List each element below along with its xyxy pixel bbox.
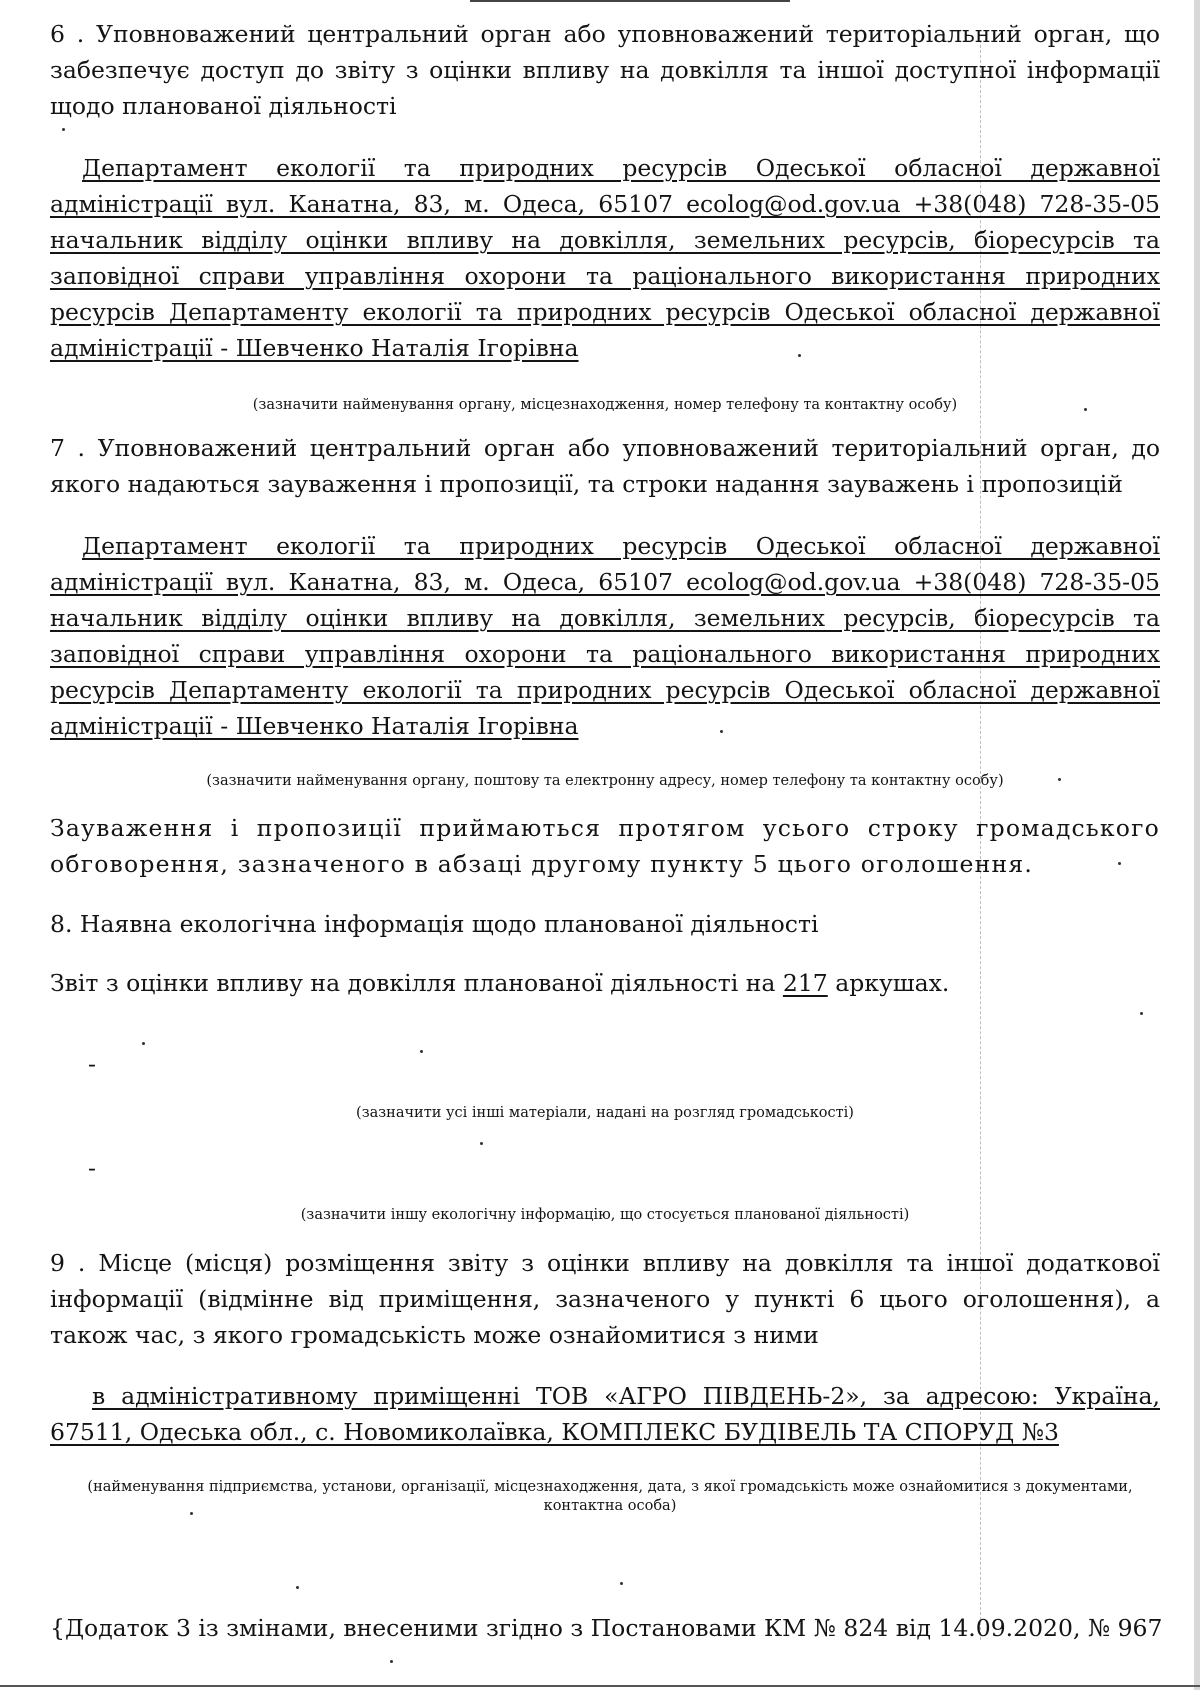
report-suffix: аркушах. [835,969,950,997]
scan-speck [480,1142,483,1145]
scan-speck [190,1512,193,1515]
section7-authority-details: Департамент екології та природних ресурсів Одеської обласної державної адміністрації вул. Канатна, 83, м. Одеса, 65107 ecolog@od.gov.ua +38(048) 728-35-05 начальник відділу оцінки впливу на довкілля, земельних ресурсів, біоресурсів та заповідної справи управління охорони та раціонального використання природних ресурсів Департаменту екології та природних ресурсів Одеської обласної державної адміністрації - Шевченко Наталія Ігорівна [50,532,1160,740]
scan-speck [620,1582,623,1585]
scan-speck [1058,778,1061,781]
scan-speck [1118,862,1121,865]
section8-other-info-dash: - [88,1154,96,1182]
scan-speck [420,1050,423,1053]
scan-edge-bottom [0,1685,1200,1687]
section7-remarks: Зауваження і пропозиції приймаються протягом усього строку громадського обговорення, зазначеного в абзаці другому пункту 5 цього оголошення. [50,814,1160,878]
report-prefix: Звіт з оцінки впливу на довкілля планованої діяльності на [50,969,776,997]
scan-speck [390,1660,393,1663]
report-sheet-count: 217 [782,969,828,997]
section8-other-materials-dash: - [88,1050,96,1078]
section9-caption: (найменування підприємства, установи, організації, місцезнаходження, дата, з якої громадськість може ознайомитися з документами, контактна особа) [87,1479,1133,1514]
section8-heading: 8. Наявна екологічна інформація щодо планованої діяльності [50,910,819,938]
section6-caption: (зазначити найменування органу, місцезнаходження, номер телефону та контактну особу) [252,397,958,413]
section7-heading: 7 . Уповноважений центральний орган або уповноважений територіальний орган, до якого надаються зауваження і пропозиції, та строки надання зауважень і пропозицій [50,434,1160,498]
section9-heading: 9 . Місце (місця) розміщення звіту з оцінки впливу на довкілля та іншої додаткової інформації (відмінне від приміщення, зазначеного у пункті 6 цього оголошення), а також час, з якого громадськість може ознайомитися з ними [50,1249,1160,1349]
scan-speck [720,730,723,733]
scan-speck [1084,408,1087,411]
footer-amendment-note: {Додаток 3 із змінами, внесеними згідно з Постановами КМ № 824 від 14.09.2020, № 967 [50,1614,1163,1642]
section6-authority-details: Департамент екології та природних ресурсів Одеської обласної державної адміністрації вул. Канатна, 83, м. Одеса, 65107 ecolog@od.gov.ua +38(048) 728-35-05 начальник відділу оцінки впливу на довкілля, земельних ресурсів, біоресурсів та заповідної справи управління охорони та раціонального використання природних ресурсів Департаменту екології та природних ресурсів Одеської обласної державної адміністрації - Шевченко Наталія Ігорівна [50,154,1160,362]
scan-speck [296,1586,299,1589]
section8-caption-info: (зазначити іншу екологічну інформацію, що стосується планованої діяльності) [300,1207,910,1223]
scan-speck [1140,1012,1143,1015]
section6-heading: 6 . Уповноважений центральний орган або уповноважений територіальний орган, що забезпечує доступ до звіту з оцінки впливу на довкілля та іншої доступної інформації щодо планованої діяльності [50,20,1160,120]
section9-location-details: в адміністративному приміщенні ТОВ «АГРО ПІВДЕНЬ-2», за адресою: Україна, 67511, Одеська обл., с. Новомиколаївка, КОМПЛЕКС БУДІВЕЛЬ ТА СПОРУД №3 [50,1382,1160,1446]
section8-report-line [50,965,1160,1001]
scan-edge-right [1194,0,1200,1690]
section7-caption: (зазначити найменування органу, поштову та електронну адресу, номер телефону та контактну особу) [206,773,1004,789]
section8-caption-materials: (зазначити усі інші матеріали, надані на розгляд громадськості) [356,1105,854,1121]
scan-speck [62,128,65,131]
scan-edge-top [470,0,790,2]
scan-speck [798,354,801,357]
scan-speck [142,1042,145,1045]
